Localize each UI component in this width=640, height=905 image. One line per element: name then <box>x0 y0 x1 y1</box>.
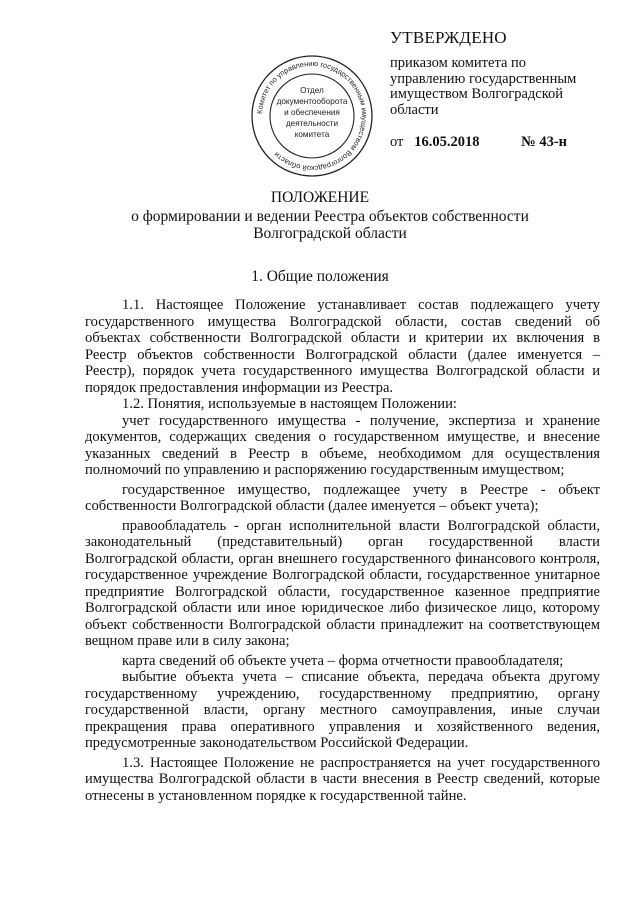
stamp-center-line: и обеспечения <box>284 108 340 117</box>
document-subtitle: о формировании и ведении Реестра объектов собственности Волгоградской области <box>131 208 529 242</box>
order-date: 16.05.2018 <box>414 134 480 150</box>
approval-line: имуществом Волгоградской <box>390 86 564 102</box>
paragraph: учет государственного имущества - получение, экспертиза и хранение документов, содержащих сведения о государственном имуществе, и внесение указанных сведений в Реестр в объеме, необходимом для осуществления полномочий по управлению и распоряжению государственным имуществом; <box>85 412 600 478</box>
approval-line: приказом комитета по <box>390 55 527 71</box>
official-stamp <box>250 54 374 178</box>
paragraph: государственное имущество, подлежащее учету в Реестре - объект собственности Волгоградской области (далее именуется – объект учета); <box>85 481 600 514</box>
document-title: ПОЛОЖЕНИЕ <box>270 189 370 206</box>
stamp-center-line: Отдел <box>300 86 324 95</box>
approval-text <box>390 56 620 118</box>
order-prefix: от <box>390 134 404 150</box>
order-reference <box>390 134 567 151</box>
paragraph: правообладатель - орган исполнительной власти Волгоградской области, законодательный (представительный) орган государственной власти Волгоградской области, орган внешнего государственного финансового контроля, государственное учреждение Волгоградской области, государственное унитарное предприятие Волгоградской области, государственное казенное предприятие Волгоградской области или иное юридическое либо физическое лицо, которому объект собственности Волгоградской области принадлежит на соответствующем вещном праве или в силу закона; <box>85 517 600 649</box>
approval-line: области <box>390 101 439 118</box>
approval-title: УТВЕРЖДЕНО <box>390 28 507 47</box>
stamp-center-line: комитета <box>294 130 330 139</box>
paragraph: карта сведений об объекте учета – форма отчетности правообладателя; <box>122 652 564 669</box>
paragraph: выбытие объекта учета – списание объекта, передача объекта другому государственному учреждению, государственному предприятию, органу государственной власти, органу местного самоуправления, иные случаи прекращения права оперативного управления и хозяйственного ведения, предусмотренные законодательством Российской Федерации. <box>85 669 600 751</box>
approval-line: управлению государственным <box>390 70 577 87</box>
order-number: № 43-н <box>521 134 568 150</box>
document-body <box>85 297 600 804</box>
stamp-ring-text: Комитет по управлению государственным имуществом Волгоградской области <box>255 58 370 174</box>
section-title: 1. Общие положения <box>251 268 389 285</box>
stamp-center-line: документооборота <box>276 97 348 106</box>
paragraph: 1.3. Настоящее Положение не распространяется на учет государственного имущества Волгоградской области в части внесения в Реестр сведений, которые отнесены в установленном порядке к государственной тайне. <box>85 754 600 804</box>
paragraph: 1.1. Настоящее Положение устанавливает состав подлежащего учету государственного имущества Волгоградской области, состав сведений об объектах собственности Волгоградской области и критерии их включения в Реестр объектов собственности Волгоградской области (далее именуется – Реестр), порядок учета государственного имущества Волгоградской области и порядок предоставления информации из Реестра. <box>85 297 600 396</box>
paragraph: 1.2. Понятия, используемые в настоящем Положении: <box>122 396 457 412</box>
stamp-center-line: деятельности <box>285 119 339 128</box>
